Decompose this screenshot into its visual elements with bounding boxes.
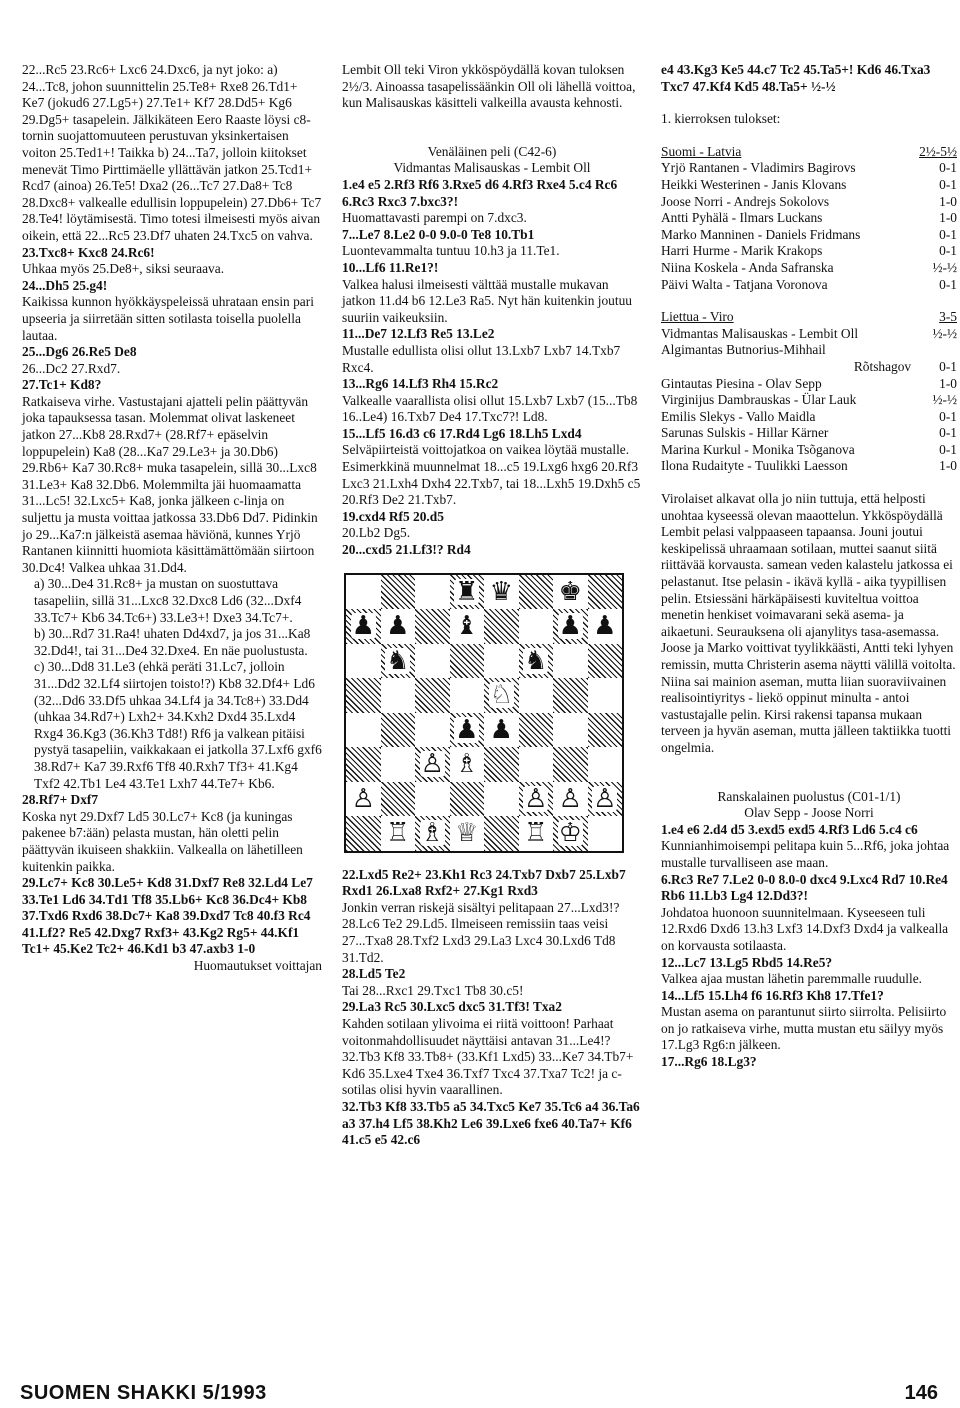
white-pawn-icon: ♙	[524, 783, 548, 814]
pairing: Päivi Walta - Tatjana Voronova	[661, 276, 828, 292]
move-line: e4 43.Kg3 Ke5 44.c7 Tc2 45.Ta5+! Kd6 46.Txa3 Txc7 47.Kf4 Kd5 48.Ta5+ ½-½	[661, 62, 931, 94]
pairing: Yrjö Rantanen - Vladimirs Bagirovs	[661, 160, 856, 176]
board-square	[346, 747, 381, 782]
move-line: 24...Dh5 25.g4!	[22, 277, 108, 293]
game-intro: Lembit Oll teki Viron ykköspöydällä kovan tuloksen 2½/3. Ainoassa tasapelissäänkin Oll oli lähellä voittoa, kun Malisauskas käsitteli valkeilla avausta kehnosti.	[342, 62, 636, 111]
annotation: Uhkaa myös 25.De8+, siksi seuraava.	[22, 261, 225, 277]
pairing: Marko Manninen - Daniels Fridmans	[661, 226, 861, 242]
annotation: Mustan asema on parantunut siirto siirrolta. Pelisiirto on jo ratkaiseva virhe, mutta mustan etu säilyy myös 17.Lg3 Rg6:n jälkeen.	[661, 1004, 947, 1053]
board-square	[484, 713, 519, 748]
white-pawn-icon: ♙	[351, 783, 375, 814]
board-square	[450, 575, 485, 610]
column-middle	[342, 62, 642, 1149]
board-square	[553, 678, 588, 713]
result-row	[661, 409, 957, 426]
move-line: 23.Txc8+ Kxc8 24.Rc6!	[22, 244, 155, 260]
board-square	[450, 678, 485, 713]
move-line: 12...Lc7 13.Lg5 Rbd5 14.Re5?	[661, 954, 833, 970]
board-square	[519, 609, 554, 644]
board-square	[415, 644, 450, 679]
pairing: Sarunas Sulskis - Hillar Kärner	[661, 425, 829, 441]
move-line: 22.Lxd5 Re2+ 23.Kh1 Rc3 24.Txb7 Dxb7 25.Lxb7 Rxd1 26.Lxa8 Rxf2+ 27.Kg1 Rxd3	[342, 866, 626, 899]
board-square	[519, 575, 554, 610]
game-players: Olav Sepp - Joose Norri	[744, 805, 874, 821]
move-line: 6.Rc3 Re7 7.Le2 0-0 8.0-0 dxc4 9.Lxc4 Rd7 10.Re4 Rb6 11.Lb3 Lg4 12.Dd3?!	[661, 871, 948, 904]
annotation: Mustalle edullista olisi ollut 13.Lxb7 Lxb7 14.Txb7 Rxc4.	[342, 342, 621, 375]
black-pawn-icon: ♟	[558, 611, 582, 642]
move-line: 11...De7 12.Lf3 Re5 13.Le2	[342, 326, 495, 342]
move-line: 14...Lf5 15.Lh4 f6 16.Rf3 Kh8 17.Tfe1?	[661, 987, 884, 1003]
move-line: 20...cxd5 21.Lf3!? Rd4	[342, 542, 471, 558]
result: 0-1	[939, 160, 957, 176]
match-title: Suomi - Latvia	[661, 143, 742, 159]
board-square	[588, 816, 623, 851]
result-row	[661, 160, 957, 177]
board-square	[415, 747, 450, 782]
move-line: 7...Le7 8.Le2 0-0 9.0-0 Te8 10.Tb1	[342, 226, 535, 242]
pairing: Algimantas Butnorius-Mihhail	[661, 342, 826, 358]
move-line: 32.Tb3 Kf8 33.Tb5 a5 34.Txc5 Ke7 35.Tc6 a4 36.Ta6 a3 37.h4 Lf5 38.Kh2 Le6 39.Lxe6 fxe6 40.Ta7+ Kf6 41.c5 e5 42.c6	[342, 1098, 640, 1148]
board-square	[381, 678, 416, 713]
result: ½-½	[932, 325, 957, 341]
board-square	[346, 816, 381, 851]
annotation: Valkealle vaarallista olisi ollut 15.Lxb7 Lxb7 (15...Tb8 16..Le4) 16.Txb7 De4 17.Txc7?! Ld8.	[342, 392, 638, 425]
board-square	[346, 713, 381, 748]
board-square	[484, 816, 519, 851]
result-row	[661, 177, 957, 194]
annotation: Ratkaiseva virhe. Vastustajani ajatteli pelin päättyvän joka tapauksessa tasan. Molemmat olivat laskeneet jatkon 27...Kb8 28.Rxd7+ (28.Rf7+ epäselvin loppupelein) Ka8 (28...Ka7 29.Le3+ ja 30.Db6) 29.Rb6+ Ka7 30.Rc8+ muka tasapelein, sillä 30...Lxc8 31.Le3+ Ka8 32.Db6. Molemmilta jäi huomaamatta 31...Lc5! 32.Lxc5+ Ka8, jonka jälkeen c-linja on suljettu ja musta voittaa jatkossa 33.Db6 Dd7. Pidinkin jo 29...Ka7:n jälkeistä asemaa häviönä, kunnes Yrjö Rantanen kiinnitti huomiota käsittämättömään siirtoon 30.Dc4! Valkea uhkaa 31.Dd4.	[22, 393, 318, 575]
pairing: Emilis Slekys - Vallo Maidla	[661, 408, 816, 424]
pairing: Rõtshagov	[853, 358, 912, 374]
white-pawn-icon: ♙	[593, 783, 617, 814]
game-title: Venäläinen peli (C42-6)	[427, 143, 557, 159]
board-square	[346, 782, 381, 817]
board-square	[381, 644, 416, 679]
result: ½-½	[932, 259, 957, 275]
pairing: Joose Norri - Andrejs Sokolovs	[661, 193, 830, 209]
board-square	[484, 644, 519, 679]
column-left	[22, 62, 322, 975]
result-row	[661, 392, 957, 409]
white-bishop-icon: ♗	[420, 818, 444, 849]
match-header	[661, 309, 957, 326]
pairing: Marina Kurkul - Monika Tsõganova	[661, 441, 855, 457]
black-knight-icon: ♞	[524, 645, 548, 676]
board-square	[484, 782, 519, 817]
black-knight-icon: ♞	[386, 645, 410, 676]
move-line: 17...Rg6 18.Lg3?	[661, 1054, 757, 1070]
black-pawn-icon: ♟	[351, 611, 375, 642]
result-row	[661, 342, 957, 359]
move-line: 19.cxd4 Rf5 20.d5	[342, 508, 444, 524]
move-line: 29.La3 Rc5 30.Lxc5 dxc5 31.Tf3! Txa2	[342, 999, 562, 1015]
result: 0-1	[939, 226, 957, 242]
magazine-footer: SUOMEN SHAKKI 5/1993	[20, 1382, 267, 1404]
round-results-title: 1. kierroksen tulokset:	[661, 111, 781, 127]
board-square	[553, 609, 588, 644]
move-line: 28.Rf7+ Dxf7	[22, 792, 99, 808]
annotation: Luontevammalta tuntuu 10.h3 ja 11.Te1.	[342, 243, 560, 259]
board-square	[553, 575, 588, 610]
board-square	[381, 609, 416, 644]
result-row	[661, 326, 957, 343]
pairing: Harri Hurme - Marik Krakops	[661, 243, 823, 259]
board-square	[381, 713, 416, 748]
result-row	[661, 260, 957, 277]
board-square	[450, 782, 485, 817]
board-square	[519, 747, 554, 782]
black-pawn-icon: ♟	[489, 714, 513, 745]
board-square	[346, 644, 381, 679]
board-square	[415, 816, 450, 851]
result: ½-½	[932, 392, 957, 408]
pairing: Virginijus Dambrauskas - Ülar Lauk	[661, 392, 857, 408]
pairing: Niina Koskela - Anda Safranska	[661, 259, 834, 275]
annotation: a) 30...De4 31.Rc8+ ja mustan on suostuttava tasapeliin, sillä 31...Lxc8 32.Dxc8 Ld6 (32...Dxf4 33.Tc7+ Kb6 34.Tc6+) 33.Le3+! Dxe3 34.Tc7+.	[34, 576, 302, 625]
board-square	[346, 609, 381, 644]
annotation: Kunnianhimoisempi pelitapa kuin 5...Rf6, joka johtaa mustalle turvalliseen ase maan.	[661, 838, 950, 870]
result: 0-1	[939, 243, 957, 259]
board-square	[588, 609, 623, 644]
result-row	[661, 194, 957, 211]
board-square	[519, 644, 554, 679]
result: 1-0	[939, 193, 957, 209]
match-header	[661, 144, 957, 161]
page-number: 146	[904, 1382, 938, 1404]
board-square	[588, 782, 623, 817]
board-square	[588, 575, 623, 610]
annotation: 26...Dc2 27.Rxd7.	[22, 360, 121, 376]
move-line: 27.Tc1+ Kd8?	[22, 377, 102, 393]
white-knight-icon: ♘	[489, 680, 513, 711]
match-score: 3-5	[939, 309, 957, 325]
board-square	[588, 713, 623, 748]
move-line: 13...Rg6 14.Lf3 Rh4 15.Rc2	[342, 376, 499, 392]
board-square	[553, 713, 588, 748]
board-square	[519, 782, 554, 817]
white-pawn-icon: ♙	[558, 783, 582, 814]
board-square	[484, 609, 519, 644]
board-square	[415, 678, 450, 713]
board-square	[415, 609, 450, 644]
annotator-note: Huomautukset voittajan	[193, 958, 322, 974]
move-line: 15...Lf5 16.d3 c6 17.Rd4 Lg6 18.Lh5 Lxd4	[342, 425, 582, 441]
white-king-icon: ♔	[558, 818, 582, 849]
board-square	[553, 816, 588, 851]
result: 0-1	[939, 358, 957, 374]
black-rook-icon: ♜	[455, 576, 479, 607]
result-row	[661, 442, 957, 459]
board-square	[381, 747, 416, 782]
result-row	[661, 376, 957, 393]
white-queen-icon: ♕	[455, 818, 479, 849]
result-row	[661, 458, 957, 475]
black-bishop-icon: ♝	[455, 611, 479, 642]
pairing: Antti Pyhälä - Ilmars Luckans	[661, 210, 823, 226]
result: 1-0	[939, 375, 957, 391]
move-line: 29.Lc7+ Kc8 30.Le5+ Kd8 31.Dxf7 Re8 32.Ld4 Le7 33.Te1 Ld6 34.Td1 Tf8 35.Lb6+ Kc8 36.Dc4+ Kb8 37.Txd6 Rxd6 38.Dc7+ Ka8 39.Dxd7 Tc8 40.f3 Rc4 41.Lf2? Re5 42.Dxg7 Rxf3+ 43.Kg2 Rg5+ 44.Kf1 Tc1+ 45.Ke2 Tc2+ 46.Kd1 b3 47.axb3 1-0	[22, 875, 313, 957]
annotation: Valkea halusi ilmeisesti välttää mustalle mukavan jatkon 11.d4 b6 12.Le3 Ra5. Nyt hän kuitenkin joutuu suuriin vaikeuksiin.	[342, 276, 632, 325]
board-square	[484, 575, 519, 610]
black-king-icon: ♚	[558, 576, 582, 607]
result: 1-0	[939, 458, 957, 474]
annotation: Johdatoa huonoon suunnitelmaan. Kyseeseen tuli 12.Rxd6 Dxd6 13.h3 Lxf3 14.Dxf3 Dxd4 ja valkealla on korvausta sotilaasta.	[661, 904, 949, 953]
report-text: Virolaiset alkavat olla jo niin tuttuja, että helposti unohtaa kyseessä olevan maaottelun. Ykköspöydällä Lembit pelasi valppaaseen tapaansa. Jouni joutui keskipelissä uhraamaan sotilaan, muttei saanut siitä riittävää korvausta. samean veden kalastelu jatkossa ei pelastanut. Itse pelasin - ikävä kyllä - aika tyypillisen pelin. Etsiessäni härkäpäisesti kuviteltua voittoa menetin henkiset voimavarani sekä asema- ja aikaetuni. Seurauksena oli ajanylitys tasa-asemassa. Joose ja Marko voittivat tyylikkäästi, Antti teki lyhyen remissin, mutta Christerin asema näytti välillä voitolta. Niina sai mainion aseman, mutta liian suoraviivainen realisointiyritys - liekö oppinut minulta - antoi vastustajalle pelin. Kirsi rakensi tapansa mukaan terveen ja hyvän aseman, mutta jälleen taktiikka tuotti ongelmia.	[661, 491, 956, 755]
white-rook-icon: ♖	[386, 818, 410, 849]
annotation: c) 30...Dd8 31.Le3 (ehkä peräti 31.Lc7, jolloin 31...Dd2 32.Lf4 siirtojen toisto!?) Kb8 32.Df4+ Ld6 (32...Dd6 33.Df5 uhkaa 34.Lf4 ja 34.Tc8+) 33.Dd4 (uhkaa 34.Rd7+) Lxh2+ 34.Kxh2 Dxd4 35.Lxd4 Rxg4 36.Kg3 (36.Kh3 Td8!) Rf6 ja valkean pitäisi pystyä tasapeliin, vaikkakaan ei jatkolla 37.Lxf6 gxf6 38.Rd7+ Ka7 39.Rxf6 Tf8 40.Rxh7 Tf3+ 41.Kg4 Txf2 42.Tb1 Le4 43.Te1 Lxh7 44.Te7+ Kb6.	[34, 659, 322, 791]
result: 0-1	[939, 408, 957, 424]
game-title: Ranskalainen puolustus (C01-1/1)	[717, 788, 901, 804]
move-line: 25...Dg6 26.Re5 De8	[22, 344, 137, 360]
board-square	[588, 747, 623, 782]
annotation: Tai 28...Rxc1 29.Txc1 Tb8 30.c5!	[342, 982, 524, 998]
result-row	[661, 227, 957, 244]
board-square	[588, 678, 623, 713]
annotation: Kaikissa kunnon hyökkäyspeleissä uhrataan ensin pari upseeria ja siirretään sitten sotilasta toisella puolella lautaa.	[22, 294, 314, 343]
board-square	[519, 713, 554, 748]
board-square	[381, 575, 416, 610]
result: 0-1	[939, 425, 957, 441]
pairing: Ilona Rudaityte - Tuulikki Laesson	[661, 458, 848, 474]
board-square	[415, 782, 450, 817]
move-line: 1.e4 e6 2.d4 d5 3.exd5 exd5 4.Rf3 Ld6 5.c4 c6	[661, 821, 918, 837]
board-square	[346, 678, 381, 713]
board-square	[450, 713, 485, 748]
black-pawn-icon: ♟	[455, 714, 479, 745]
annotation: Kahden sotilaan ylivoima ei riitä voittoon! Parhaat voitonmahdollisuudet näyttäisi antavan 31...Le4!? 32.Tb3 Kf8 33.Tb8+ (33.Kf1 Lxd5) 33...Ke7 34.Tb7+ Kd6 35.Lxe4 Txe4 36.Txf7 Txc4 37.Txa7 Tc2! ja c-sotilas olisi hyvin vaarallinen.	[342, 1015, 634, 1098]
annotation: 22...Rc5 23.Rc6+ Lxc6 24.Dxc6, ja nyt joko: a) 24...Tc8, johon suunnittelin 25.Te8+ Rxe8 26.Td1+ Ke7 (jokud6 27.Lg5+) 27.Te1+ Kf7 28.Dd5+ Kg6 29.Dg5+ tasapelein. Jälkikäteen Eero Raaste löysi c8-tornin suojattomuuteen perustuvan yksinkertaisen voiton 25.Ted1+! Taikka b) 24...Ta7, jolloin kiitokset menevät Timo Pirttimäelle yllättävän jatkon 25.Tcd1+ Rcd7 (ainoa) 26.Te5! Dxa2 (26...Tc7 27.Da8+ Tc8 28.Dxc8+ valkealle edullisin loppupelein) 27.Db6+ Tc7 28.Te4! löytämisestä. Timo totesi ilmeisesti myös aivan oikein, että 22...Rc5 23.Df7 uhaten 24.Txc5 on vahva.	[22, 62, 322, 243]
result-row	[661, 210, 957, 227]
white-rook-icon: ♖	[524, 818, 548, 849]
chess-diagram	[344, 573, 624, 853]
annotation: Valkea ajaa mustan lähetin paremmalle ruudulle.	[661, 971, 923, 987]
board-square	[450, 747, 485, 782]
result: 0-1	[939, 176, 957, 192]
black-pawn-icon: ♟	[386, 611, 410, 642]
pairing: Heikki Westerinen - Janis Klovans	[661, 176, 847, 192]
result: 0-1	[939, 276, 957, 292]
board-square	[588, 644, 623, 679]
board-square	[484, 678, 519, 713]
move-line: 10...Lf6 11.Re1?!	[342, 259, 439, 275]
result-row	[661, 425, 957, 442]
annotation: Selväpiirteistä voittojatkoa on vaikea löytää mustalle. Esimerkkinä muunnelmat 18...c5 19.Lxg6 hxg6 20.Rf3 Lxc3 21.Lxh4 Dxh4 22.Txb7, tai 18...Lxh5 19.Dxh5 c5 20.Rf3 De2 21.Txb7.	[342, 442, 641, 508]
match-score: 2½-5½	[919, 143, 957, 159]
white-bishop-icon: ♗	[455, 749, 479, 780]
result: 0-1	[939, 441, 957, 457]
board-square	[415, 713, 450, 748]
move-line: 1.e4 e5 2.Rf3 Rf6 3.Rxe5 d6 4.Rf3 Rxe4 5.c4 Rc6 6.Rc3 Rxc3 7.bxc3?!	[342, 176, 618, 209]
board-square	[553, 747, 588, 782]
board-square	[484, 747, 519, 782]
board-square	[519, 816, 554, 851]
board-square	[450, 816, 485, 851]
board-square	[519, 678, 554, 713]
pairing: Vidmantas Malisauskas - Lembit Oll	[661, 325, 859, 341]
annotation: b) 30...Rd7 31.Ra4! uhaten Dd4xd7, ja jos 31...Ka8 32.Dd4!, tai 31...De4 32.Dxe4. En näe puolustusta.	[34, 626, 311, 658]
board-square	[346, 575, 381, 610]
board-square	[415, 575, 450, 610]
annotation: Jonkin verran riskejä sisältyi pelitapaan 27...Lxd3!? 28.Lc6 Te2 29.Ld5. Ilmeiseen remissiin taas veisi 27...Txa8 28.Txf2 Lxd3 29.La3 Lxc4 30.Lxd6 Td8 31.Td2.	[342, 899, 620, 965]
black-pawn-icon: ♟	[593, 611, 617, 642]
annotation: 20.Lb2 Dg5.	[342, 525, 411, 541]
move-line: 28.Ld5 Te2	[342, 966, 406, 982]
board-square	[450, 609, 485, 644]
white-pawn-icon: ♙	[420, 749, 444, 780]
result-row	[661, 277, 957, 294]
result: 1-0	[939, 210, 957, 226]
match-title: Liettua - Viro	[661, 309, 734, 325]
board-square	[450, 644, 485, 679]
annotation: Koska nyt 29.Dxf7 Ld5 30.Lc7+ Kc8 (ja kuningas pakenee b7:ään) pelasta mustan, hän oletti pelin päättyvän ikuiseen shakkiin. Valkealla on lähetilleen kuitenkin paikka.	[22, 808, 303, 874]
annotation: Huomattavasti parempi on 7.dxc3.	[342, 210, 527, 226]
board-square	[553, 644, 588, 679]
result-row	[661, 243, 957, 260]
board-square	[381, 782, 416, 817]
column-right	[661, 62, 957, 1071]
game-players: Vidmantas Malisauskas - Lembit Oll	[393, 160, 591, 176]
black-queen-icon: ♛	[489, 576, 513, 607]
result-row	[661, 359, 957, 376]
pairing: Gintautas Piesina - Olav Sepp	[661, 375, 822, 391]
board-square	[553, 782, 588, 817]
board-square	[381, 816, 416, 851]
